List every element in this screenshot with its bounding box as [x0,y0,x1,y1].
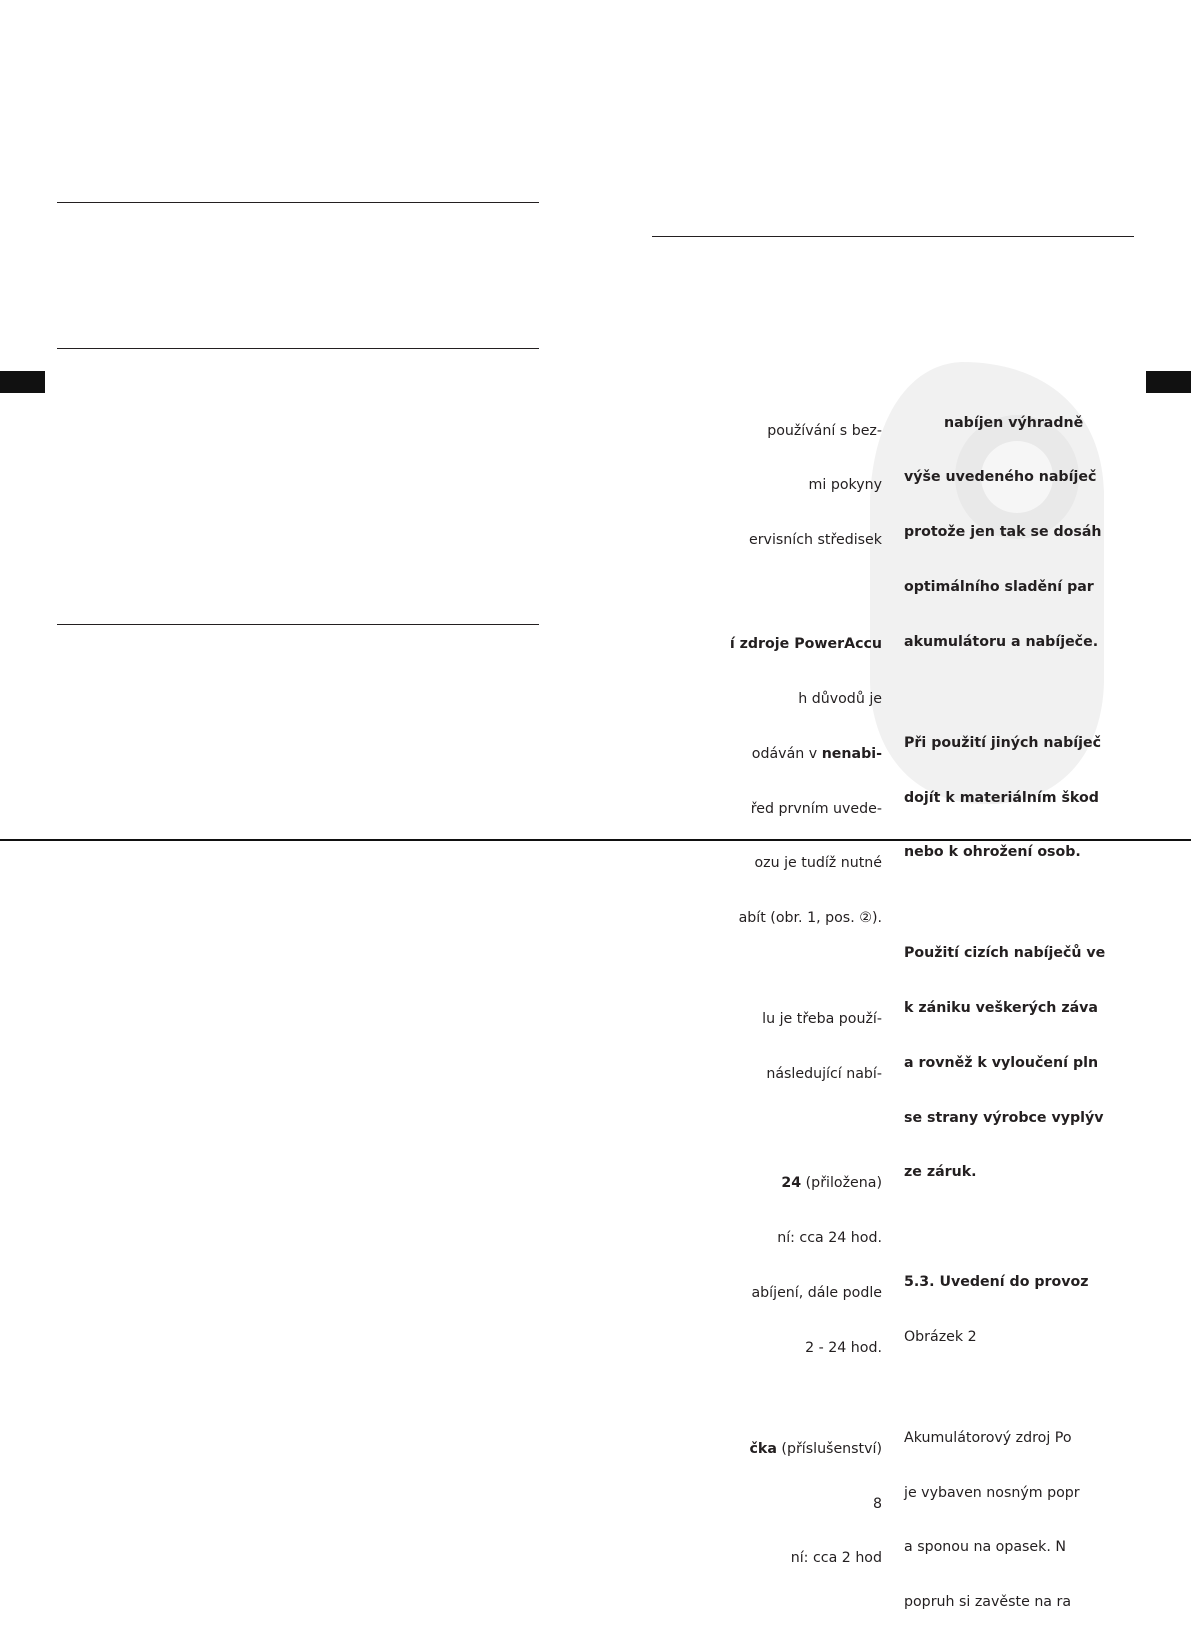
text-line: mi pokyny [808,477,882,494]
text-line: 2 - 24 hod. [805,1340,882,1357]
edge-tab-right [1146,371,1191,393]
text-line: protože jen tak se dosáh [904,524,1102,541]
edge-tab-left [0,371,45,393]
text-line: používání s bez- [767,422,882,439]
text-line: čka (příslušenství) [749,1440,882,1457]
rule-left-top [57,202,539,203]
text-line: je vybaven nosným popr [904,1484,1080,1501]
text-line: Použití cizích nabíječů ve [904,944,1106,961]
text-line: ze záruk. [904,1164,977,1181]
text-line: popruh si zavěste na ra [904,1594,1072,1611]
text-line: Při použití jiných nabíječ [904,734,1102,751]
text-line: Akumulátorový zdroj Po [904,1429,1072,1446]
left-text-column [690,385,882,1586]
text-line: 24 (přiložena) [781,1175,882,1192]
text-line: nebo k ohrožení osob. [904,844,1081,861]
text-line: ervisních středisek [748,532,882,549]
text-line: akumulátoru a nabíječe. [904,634,1099,651]
rule-left-middle [57,348,539,349]
text-line: následující nabí- [766,1065,882,1082]
text-line: odáván v nenabi- [751,745,882,762]
text-line: abít (obr. 1, pos. ②). [738,910,882,927]
rule-left-bottom [57,624,539,625]
text-line: ní: cca 2 hod [790,1550,882,1567]
text-line: dojít k materiálním škod [904,789,1099,806]
text-line: ní: cca 24 hod. [777,1230,882,1247]
figure-reference: Obrázek 2 [904,1329,977,1346]
text-line: k zániku veškerých záva [904,999,1098,1016]
text-line: h důvodů je [798,690,882,707]
right-text-column [904,377,1106,1630]
text-line: lu je třeba použí- [762,1010,882,1027]
text-line: ozu je tudíž nutné [754,855,882,872]
text-line: řed prvním uvede- [750,800,882,817]
bottom-edge-line [0,839,1191,841]
text-line: nabíjen výhradně [944,414,1084,431]
text-line: optimálního sladění par [904,579,1094,596]
rule-right-top [652,236,1134,237]
text-line: výše uvedeného nabíječ [904,469,1097,486]
text-line: se strany výrobce vyplýv [904,1109,1104,1126]
text-line: abíjení, dále podle [751,1285,882,1302]
subsection-heading: í zdroje PowerAccu [729,635,882,652]
text-line: 8 [872,1495,882,1512]
section-heading: 5.3. Uvedení do provoz [904,1274,1089,1291]
text-line: a sponou na opasek. N [904,1539,1066,1556]
text-line: a rovněž k vyloučení pln [904,1054,1099,1071]
